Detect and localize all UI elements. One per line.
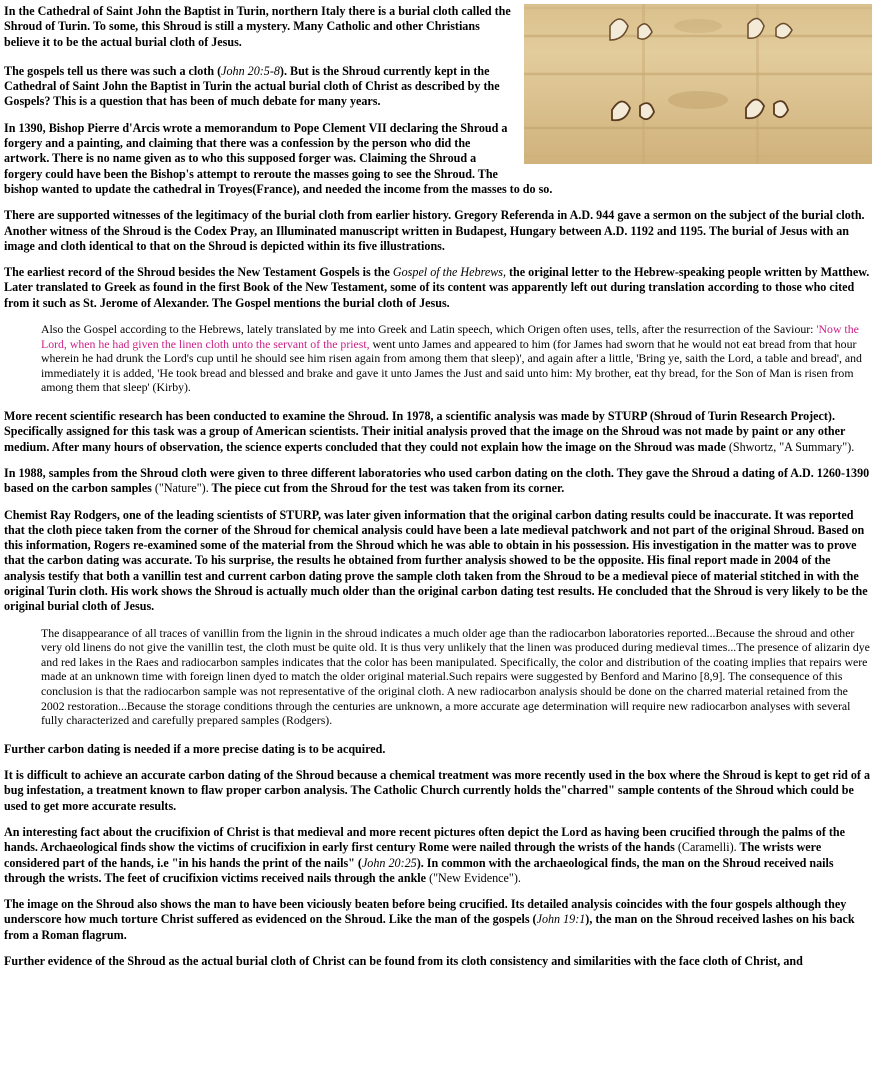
crucifixion-paragraph bbox=[4, 825, 872, 886]
sturp-paragraph bbox=[4, 409, 872, 455]
carbon-text-b: The piece cut from the Shroud for the test was taken from its corner. bbox=[208, 481, 565, 496]
hebrews-paragraph bbox=[4, 265, 872, 311]
crucifixion-text-a: An interesting fact about the crucifixion of Christ is that medieval and more recent pictures often depict the Lord as having been crucified through the palms of the hands. Archaeological finds show the victims of crucifixion in early first century Rome were nailed through the wrists of the hands bbox=[4, 824, 846, 855]
hebrews-quote bbox=[41, 322, 872, 395]
crucifixion-cite2: ("New Evidence"). bbox=[429, 870, 521, 885]
beaten-text-a: The image on the Shroud also shows the man to have been viciously beaten before being crucified. Its detailed analysis coincides with the four gospels although they underscore how much torture Christ suffered as evidenced on the Shroud. Like the man of the gospels ( bbox=[4, 897, 847, 927]
rodgers-quote: The disappearance of all traces of vanillin from the lignin in the shroud indicates a much older age than the radiocarbon laboratories reported...Because the shroud and other very old linens do not give the vanillin test, the cloth must be quite old. It is thus very unlikely that the linen was produced during medieval times...The presence of alizarin dye and red lakes in the Raes and radiocarbon samples indicates that the color has been manipulated. Specifically, the color and distribution of the coating implies that repairs were made at an unknown time with foreign linen dyed to match the older original material.Such repairs were suggested by Benford and Marino [8,9]. The consequence of this conclusion is that the radiocarbon sample was not representative of the original cloth. A new radiocarbon analysis should be done on the charred material retained from the 2002 restoration...Because the storage conditions through the centuries are unknown, a more accurate age determination will require new radiocarbon analyses with several fully characterized and carefully prepared samples (Rodgers). bbox=[41, 625, 870, 728]
beaten-ref: John 19:1 bbox=[536, 912, 586, 927]
quote1-highlight: 'Now the Lord, when he had given the linen cloth unto the servant of the priest, bbox=[41, 322, 859, 351]
gospels-text-a: The gospels tell us there was such a cloth ( bbox=[4, 63, 222, 78]
sturp-text: More recent scientific research has been conducted to examine the Shroud. In 1978, a scientific analysis was made by STURP (Shroud of Turin Research Project). Specifically assigned for this task was a group of American scientists. Their initial analysis proved that the image on the Shroud was not made by paint or any other medium. After many hours of observation, the science experts concluded that they could not explain how the image on the Shroud was made bbox=[4, 409, 846, 454]
beaten-paragraph bbox=[4, 897, 872, 943]
gospels-text-b: ). But is the Shroud currently kept in the Cathedral of Saint John the Baptist in Turin the actual burial cloth of Christ as described by the Gospels? This is a question that has been of much debate for many years. bbox=[4, 63, 500, 109]
carbon-text: In 1988, samples from the Shroud cloth were given to three different laboratories who used carbon dating on the cloth. They gave the Shroud a dating of A.D. 1260-1390 based on the carbon samples bbox=[4, 465, 870, 496]
beaten-text-b: ), the man on the Shroud received lashes on his back from a Roman flagrum. bbox=[4, 912, 855, 942]
crucifixion-text-c: ). In common with the archaeological finds, the man on the Shroud received nails through the wrists. The feet of crucifixion victims received nails through the ankle bbox=[4, 855, 834, 885]
evidence-paragraph: Further evidence of the Shroud as the actual burial cloth of Christ can be found from its cloth consistency and similarities with the face cloth of Christ, and bbox=[4, 954, 803, 968]
crucifixion-ref: John 20:25 bbox=[361, 855, 417, 870]
sturp-cite: (Shwortz, "A Summary"). bbox=[728, 439, 855, 454]
crucifixion-text-b: The wrists were considered part of the hands, i.e "in his hands the print of the nails" ( bbox=[4, 840, 822, 870]
hebrews-title: Gospel of the Hebrews, bbox=[392, 265, 506, 280]
witnesses-paragraph: There are supported witnesses of the legitimacy of the burial cloth from earlier history. Gregory Referenda in A.D. 944 gave a sermon on the subject of the burial cloth. Another witness of the Shroud is the Codex Pray, an Illuminated manuscript written in Budapest, Hungary between A.D. 1192 and 1195. The burial of Jesus with an image and cloth identical to that on the Shroud is depicted within its five illustrations. bbox=[4, 208, 865, 253]
carbon-1988-paragraph bbox=[4, 466, 872, 497]
further-paragraph: Further carbon dating is needed if a more precise dating is to be acquired. bbox=[4, 741, 386, 756]
hebrews-text-b: the original letter to the Hebrew-speaking people written by Matthew. Later translated to Greek as found in the first Book of the New Testament, some of its content was apparently left out during translation according to those who cited from it such as St. Jerome of Alexander. The Gospel mentions the burial cloth of Jesus. bbox=[4, 265, 870, 310]
difficult-paragraph: It is difficult to achieve an accurate carbon dating of the Shroud because a chemical treatment was more recently used in the box where the Shroud is kept to get rid of a bug infestation, a treatment known to flaw proper carbon analysis. The Catholic Church currently holds the"charred" sample contents of the Shroud which could be used to get more accurate results. bbox=[4, 768, 870, 813]
carbon-cite: ("Nature"). bbox=[154, 481, 209, 496]
intro-paragraph: In the Cathedral of Saint John the Baptist in Turin, northern Italy there is a burial cloth called the Shroud of Turin. To some, this Shroud is still a mystery. Many Catholic and other Christians believe it to be the actual burial cloth of Jesus. bbox=[4, 4, 511, 49]
shroud-illustration bbox=[524, 4, 872, 164]
quote1-text-b: went unto James and appeared to him (for James had sworn that he would not eat bread from that hour wherein he had drunk the Lord's cup until he should see him risen again from among them that sleep)', and again after a little, 'Bring ye, saith the Lord, a table and bread', and immediately it is added, 'He took bread and blessed and brake and gave it unto James the Just and said unto him: My brother, eat thy bread, for the Son of Man is risen from among them that sleep' (Kirby). bbox=[41, 336, 862, 395]
quote1-text-a: Also the Gospel according to the Hebrews, lately translated by me into Greek and Latin speech, which Origen often uses, tells, after the resurrection of the Saviour: bbox=[41, 322, 817, 337]
shroud-image bbox=[524, 4, 872, 164]
hebrews-text-a: The earliest record of the Shroud besides the New Testament Gospels is the bbox=[4, 265, 393, 280]
crucifixion-cite1: (Caramelli). bbox=[677, 840, 737, 855]
arcis-paragraph: In 1390, Bishop Pierre d'Arcis wrote a memorandum to Pope Clement VII declaring the Shroud a forgery and a painting, and claiming that there was a confession by the person who did the artwork. There is no name given as to who this supposed forger was. Claiming the Shroud a forgery could have been the Bishop's attempt to reroute the masses going to see the Shroud. The bishop wanted to update the cathedral in Troyes(France), and needed the income from the masses to do so. bbox=[4, 120, 553, 196]
rodgers-paragraph: Chemist Ray Rodgers, one of the leading scientists of STURP, was later given information that the original carbon dating results could be inaccurate. It was reported that the cloth piece taken from the corner of the Shroud for chemical analysis could have been a late medieval patchwork and not part of the original Shroud. Based on this information, Rogers re-examined some of the material from the Shroud which he was able to obtain in his possession. His investigation in the matter was to prove that the carbon dating was accurate. To his surprise, the results he obtained from further analysis showed to be the opposite. His final report made in 2004 of the analysis testify that both a vanillin test and current carbon dating prove the sample cloth taken from the Shroud to be a medieval piece of material stitched in with the original Turin cloth. His work shows the Shroud is actually much older than the original carbon dating test results. He concluded that the Shroud is very likely to be the original burial cloth of Jesus. bbox=[4, 507, 868, 614]
gospels-ref: John 20:5-8 bbox=[221, 63, 280, 78]
